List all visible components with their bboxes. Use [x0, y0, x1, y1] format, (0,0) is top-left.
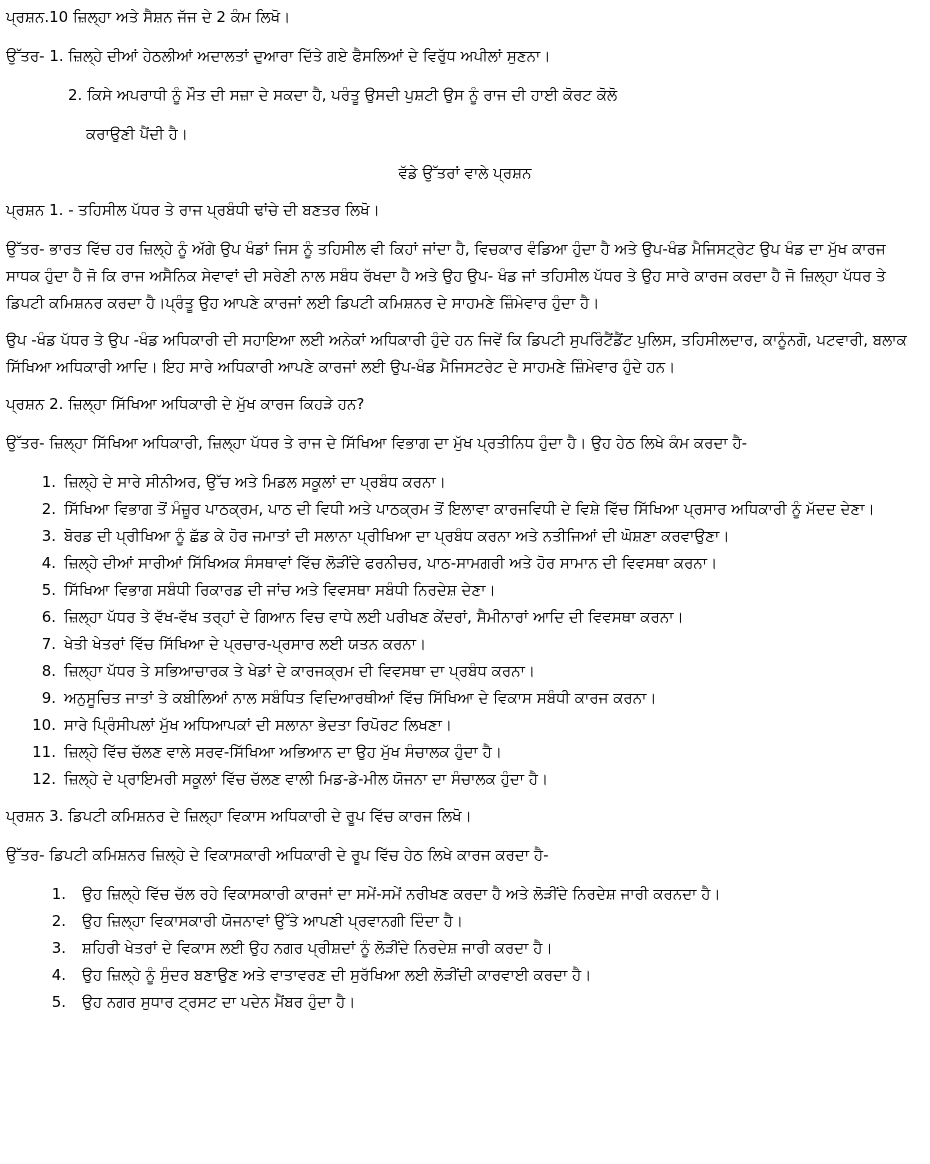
list-item-number: 3.: [41, 527, 56, 545]
list-item-number: 6.: [41, 608, 56, 626]
q1-answer-paragraph-2: ਉਪ -ਖੰਡ ਪੱਧਰ ਤੇ ਉਪ -ਖੰਡ ਅਧਿਕਾਰੀ ਦੀ ਸਹਾਇਆ ਲਈ ਅਨੇਕਾਂ ਅਧਿਕਾਰੀ ਹੁੰਦੇ ਹਨ ਜਿਵੇਂ ਕਿ ਡਿਪਟੀ ਸੁਪਰਿੰਟੈਂਡੈਂਟ ਪੁਲਿਸ, ਤਹਿਸੀਲਦਾਰ, ਕਾਨੂੰਨਗੋ, ਪਟਵਾਰੀ, ਬਲਾਕ ਸਿੱਖਿਆ ਅਧਿਕਾਰੀ ਆਦਿ। ਇਹ ਸਾਰੇ ਅਧਿਕਾਰੀ ਆਪਣੇ ਕਾਰਜਾਂ ਲਈ ਉਪ-ਖੰਡ ਮੈਜਿਸਟਰੇਟ ਦੇ ਸਾਹਮਣੇ ਜ਼ਿੰਮੇਵਾਰ ਹੁੰਦੇ ਹਨ।: [6, 331, 907, 376]
q3-question: ਪ੍ਰਸ਼ਨ 3. ਡਿਪਟੀ ਕਮਿਸ਼ਨਰ ਦੇ ਜ਼ਿਲ੍ਹਾ ਵਿਕਾਸ ਅਧਿਕਾਰੀ ਦੇ ਰੂਪ ਵਿੱਚ ਕਾਰਜ ਲਿਖੋ।: [6, 807, 472, 825]
list-item-text: ਉਹ ਨਗਰ ਸੁਧਾਰ ਟ੍ਰਸਟ ਦਾ ਪਦੇਨ ਮੈਂਬਰ ਹੁੰਦਾ ਹੈ।: [82, 993, 356, 1011]
list-item: [6, 523, 924, 550]
list-item-text: ਉਹ ਜ਼ਿਲ੍ਹੇ ਵਿੱਚ ਚੱਲ ਰਹੇ ਵਿਕਾਸਕਾਰੀ ਕਾਰਜਾਂ ਦਾ ਸਮੇਂ-ਸਮੇਂ ਨਰੀਖਣ ਕਰਦਾ ਹੈ ਅਤੇ ਲੋੜੀਂਦੇ ਨਿਰਦੇਸ਼ ਜਾਰੀ ਕਰਨਦਾ ਹੈ।: [82, 885, 721, 903]
list-item-text: ਉਹ ਜ਼ਿਲ੍ਹੇ ਨੂੰ ਸੁੰਦਰ ਬਣਾਉਣ ਅਤੇ ਵਾਤਾਵਰਣ ਦੀ ਸੁਰੱਖਿਆ ਲਈ ਲੋੜੀਂਦੀ ਕਾਰਵਾਈ ਕਰਦਾ ਹੈ।: [82, 966, 592, 984]
list-item-text: ਸਿੱਖਿਆ ਵਿਭਾਗ ਤੋਂ ਮੰਜ਼ੂਰ ਪਾਠਕ੍ਰਮ, ਪਾਠ ਦੀ ਵਿਧੀ ਅਤੇ ਪਾਠਕ੍ਰਮ ਤੋਂ ਇਲਾਵਾ ਕਾਰਜਵਿਧੀ ਦੇ ਵਿਸ਼ੇ ਵਿੱਚ ਸਿੱਖਿਆ ਪ੍ਰਸਾਰ ਅਧਿਕਾਰੀ ਨੂੰ ਮੱਦਦ ਦੇਣਾ।: [64, 500, 875, 518]
list-item: [6, 908, 924, 935]
q3-answer-intro: ਉੱਤਰ- ਡਿਪਟੀ ਕਮਿਸ਼ਨਰ ਜ਼ਿਲ੍ਹੇ ਦੇ ਵਿਕਾਸਕਾਰੀ ਅਧਿਕਾਰੀ ਦੇ ਰੂਪ ਵਿੱਚ ਹੇਠ ਲਿਖੇ ਕਾਰਜ ਕਰਦਾ ਹੈ-: [6, 846, 549, 864]
q2-question: ਪ੍ਰਸ਼ਨ 2. ਜ਼ਿਲ੍ਹਾ ਸਿੱਖਿਆ ਅਧਿਕਾਰੀ ਦੇ ਮੁੱਖ ਕਾਰਜ ਕਿਹੜੇ ਹਨ?: [6, 395, 365, 413]
list-item-text: ਜ਼ਿਲ੍ਹੇ ਦੇ ਪ੍ਰਾਇਮਰੀ ਸਕੂਲਾਂ ਵਿੱਚ ਚੱਲਣ ਵਾਲੀ ਮਿਡ-ਡੇ-ਮੀਲ ਯੋਜਨਾ ਦਾ ਸੰਚਾਲਕ ਹੁੰਦਾ ਹੈ।: [64, 770, 549, 788]
list-item-number: 9.: [41, 689, 56, 707]
q10-answer-2: 2. ਕਿਸੇ ਅਪਰਾਧੀ ਨੂੰ ਮੌਤ ਦੀ ਸਜ਼ਾ ਦੇ ਸਕਦਾ ਹੈ, ਪਰੰਤੂ ਉਸਦੀ ਪੁਸ਼ਟੀ ਉਸ ਨੂੰ ਰਾਜ ਦੀ ਹਾਈ ਕੋਰਟ ਕੋਲੋ: [68, 86, 618, 104]
list-item-text: ਜ਼ਿਲ੍ਹੇ ਵਿੱਚ ਚੱਲਣ ਵਾਲੇ ਸਰਵ-ਸਿੱਖਿਆ ਅਭਿਆਨ ਦਾ ਉਹ ਮੁੱਖ ਸੰਚਾਲਕ ਹੁੰਦਾ ਹੈ।: [64, 743, 502, 761]
section-heading: ਵੱਡੇ ਉੱਤਰਾਂ ਵਾਲੇ ਪ੍ਰਸ਼ਨ: [398, 164, 532, 182]
list-item-text: ਬੋਰਡ ਦੀ ਪ੍ਰੀਖਿਆ ਨੂੰ ਛੱਡ ਕੇ ਹੋਰ ਜਮਾਤਾਂ ਦੀ ਸਲਾਨਾ ਪ੍ਰੀਖਿਆ ਦਾ ਪ੍ਰਬੰਧ ਕਰਨਾ ਅਤੇ ਨਤੀਜਿਆਂ ਦੀ ਘੋਸ਼ਣਾ ਕਰਵਾਉਣਾ।: [64, 527, 730, 545]
list-item-text: ਜ਼ਿਲ੍ਹਾ ਪੱਧਰ ਤੇ ਸਭਿਆਚਾਰਕ ਤੇ ਖੇਡਾਂ ਦੇ ਕਾਰਜਕ੍ਰਮ ਦੀ ਵਿਵਸਥਾ ਦਾ ਪ੍ਰਬੰਧ ਕਰਨਾ।: [64, 662, 535, 680]
list-item-text: ਅਨੁਸੂਚਿਤ ਜਾਤਾਂ ਤੇ ਕਬੀਲਿਆਂ ਨਾਲ ਸਬੰਧਿਤ ਵਿਦਿਆਰਥੀਆਂ ਵਿੱਚ ਸਿੱਖਿਆ ਦੇ ਵਿਕਾਸ ਸਬੰਧੀ ਕਾਰਜ ਕਰਨਾ।: [64, 689, 657, 707]
list-item-number: 5.: [51, 993, 66, 1011]
q2-answer-list: [6, 469, 924, 793]
list-item: [6, 604, 924, 631]
list-item-number: 5.: [41, 581, 56, 599]
list-item-number: 3.: [51, 939, 66, 957]
list-item-number: 4.: [51, 966, 66, 984]
q3-answer-list: [6, 881, 924, 1016]
q10-question: ਪ੍ਰਸ਼ਨ.10 ਜ਼ਿਲ੍ਹਾ ਅਤੇ ਸੈਸ਼ਨ ਜੱਜ ਦੇ 2 ਕੰਮ ਲਿਖੋ।: [6, 8, 291, 26]
list-item-number: 4.: [41, 554, 56, 572]
list-item-number: 11.: [32, 743, 56, 761]
list-item-text: ਉਹ ਜ਼ਿਲ੍ਹਾ ਵਿਕਾਸਕਾਰੀ ਯੋਜਨਾਵਾਂ ਉੱਤੇ ਆਪਣੀ ਪ੍ਰਵਾਨਗੀ ਦਿੰਦਾ ਹੈ।: [82, 912, 464, 930]
list-item: [6, 685, 924, 712]
list-item: [6, 496, 924, 523]
list-item-number: 10.: [32, 716, 56, 734]
q10-answer-1: ਉੱਤਰ- 1. ਜ਼ਿਲ੍ਹੇ ਦੀਆਂ ਹੇਠਲੀਆਂ ਅਦਾਲਤਾਂ ਦੁਆਰਾ ਦਿੱਤੇ ਗਏ ਫੈਸਲਿਆਂ ਦੇ ਵਿਰੁੱਧ ਅਪੀਲਾਂ ਸੁਣਨਾ।: [6, 47, 551, 65]
list-item: [6, 766, 924, 793]
list-item-text: ਸਾਰੇ ਪ੍ਰਿੰਸੀਪਲਾਂ ਮੁੱਖ ਅਧਿਆਪਕਾਂ ਦੀ ਸਲਾਨਾ ਭੇਦਤਾ ਰਿਪੋਰਟ ਲਿਖਣਾ।: [64, 716, 453, 734]
list-item-text: ਜ਼ਿਲ੍ਹੇ ਦੇ ਸਾਰੇ ਸੀਨੀਅਰ, ਉੱਚ ਅਤੇ ਮਿਡਲ ਸਕੂਲਾਂ ਦਾ ਪ੍ਰਬੰਧ ਕਰਨਾ।: [64, 473, 446, 491]
q10-answer-2-cont: ਕਰਾਉਣੀ ਪੈਂਦੀ ਹੈ।: [86, 125, 188, 143]
list-item-text: ਸਿੱਖਿਆ ਵਿਭਾਗ ਸਬੰਧੀ ਰਿਕਾਰਡ ਦੀ ਜਾਂਚ ਅਤੇ ਵਿਵਸਥਾ ਸਬੰਧੀ ਨਿਰਦੇਸ਼ ਦੇਣਾ।: [64, 581, 496, 599]
list-item: [6, 989, 924, 1016]
list-item: [6, 935, 924, 962]
list-item: [6, 881, 924, 908]
list-item-number: 2.: [41, 500, 56, 518]
list-item: [6, 631, 924, 658]
list-item: [6, 712, 924, 739]
q1-answer-paragraph-1: ਉੱਤਰ- ਭਾਰਤ ਵਿੱਚ ਹਰ ਜ਼ਿਲ੍ਹੇ ਨੂੰ ਅੱਗੇ ਉਪ ਖੰਡਾਂ ਜਿਸ ਨੂੰ ਤਹਿਸੀਲ ਵੀ ਕਿਹਾਂ ਜਾਂਦਾ ਹੈ, ਵਿਚਕਾਰ ਵੰਡਿਆ ਹੁੰਦਾ ਹੈ ਅਤੇ ਉਪ-ਖੰਡ ਮੈਜਿਸਟ੍ਰੇਟ ਉਪ ਖੰਡ ਦਾ ਮੁੱਖ ਕਾਰਜ ਸਾਧਕ ਹੁੰਦਾ ਹੈ ਜੋ ਕਿ ਰਾਜ ਅਸੈਨਿਕ ਸੇਵਾਵਾਂ ਦੀ ਸਰੇਣੀ ਨਾਲ ਸਬੰਧ ਰੱਖਦਾ ਹੈ ਅਤੇ ਉਹ ਉਪ- ਖੰਡ ਜਾਂ ਤਹਿਸੀਲ ਪੱਧਰ ਤੇ ਉਹ ਸਾਰੇ ਕਾਰਜ ਕਰਦਾ ਹੈ ਜੋ ਜ਼ਿਲ੍ਹਾ ਪੱਧਰ ਤੇ ਡਿਪਟੀ ਕਮਿਸ਼ਨਰ ਕਰਦਾ ਹੈ।ਪ੍ਰੰਤੂ ਉਹ ਆਪਣੇ ਕਾਰਜਾਂ ਲਈ ਡਿਪਟੀ ਕਮਿਸ਼ਨਰ ਦੇ ਸਾਹਮਣੇ ਜ਼ਿੰਮੇਵਾਰ ਹੁੰਦਾ ਹੈ।: [6, 240, 886, 312]
list-item: [6, 962, 924, 989]
list-item-number: 8.: [41, 662, 56, 680]
list-item-text: ਖੇਤੀ ਖੇਤਰਾਂ ਵਿੱਚ ਸਿੱਖਿਆ ਦੇ ਪ੍ਰਚਾਰ-ਪ੍ਰਸਾਰ ਲਈ ਯਤਨ ਕਰਨਾ।: [64, 635, 427, 653]
list-item: [6, 577, 924, 604]
q1-question: ਪ੍ਰਸ਼ਨ 1. - ਤਹਿਸੀਲ ਪੱਧਰ ਤੇ ਰਾਜ ਪ੍ਰਬੰਧੀ ਢਾਂਚੇ ਦੀ ਬਣਤਰ ਲਿਖੋ।: [6, 201, 380, 219]
list-item: [6, 550, 924, 577]
list-item-number: 1.: [41, 473, 56, 491]
list-item-number: 12.: [32, 770, 56, 788]
list-item-number: 7.: [41, 635, 56, 653]
list-item-number: 1.: [51, 885, 66, 903]
list-item: [6, 469, 924, 496]
q2-answer-intro: ਉੱਤਰ- ਜ਼ਿਲ੍ਹਾ ਸਿੱਖਿਆ ਅਧਿਕਾਰੀ, ਜ਼ਿਲ੍ਹਾ ਪੱਧਰ ਤੇ ਰਾਜ ਦੇ ਸਿੱਖਿਆ ਵਿਭਾਗ ਦਾ ਮੁੱਖ ਪ੍ਰਤੀਨਿਧ ਹੁੰਦਾ ਹੈ। ਉਹ ਹੇਠ ਲਿਖੇ ਕੰਮ ਕਰਦਾ ਹੈ-: [6, 434, 748, 452]
list-item: [6, 658, 924, 685]
list-item-number: 2.: [51, 912, 66, 930]
list-item: [6, 739, 924, 766]
list-item-text: ਜ਼ਿਲ੍ਹਾ ਪੱਧਰ ਤੇ ਵੱਖ-ਵੱਖ ਤਰ੍ਹਾਂ ਦੇ ਗਿਆਨ ਵਿਚ ਵਾਧੇ ਲਈ ਪਰੀਖਣ ਕੇਂਦਰਾਂ, ਸੈਮੀਨਾਰਾਂ ਆਦਿ ਦੀ ਵਿਵਸਥਾ ਕਰਨਾ।: [64, 608, 684, 626]
list-item-text: ਜ਼ਿਲ੍ਹੇ ਦੀਆਂ ਸਾਰੀਆਂ ਸਿੱਖਿਅਕ ਸੰਸਥਾਵਾਂ ਵਿੱਚ ਲੋੜੀਂਦੇ ਫਰਨੀਚਰ, ਪਾਠ-ਸਾਮਗਰੀ ਅਤੇ ਹੋਰ ਸਾਮਾਨ ਦੀ ਵਿਵਸਥਾ ਕਰਨਾ।: [64, 554, 718, 572]
list-item-text: ਸ਼ਹਿਰੀ ਖੇਤਰਾਂ ਦੇ ਵਿਕਾਸ ਲਈ ਉਹ ਨਗਰ ਪ੍ਰੀਸ਼ਦਾਂ ਨੂੰ ਲੋੜੀਂਦੇ ਨਿਰਦੇਸ਼ ਜਾਰੀ ਕਰਦਾ ਹੈ।: [82, 939, 553, 957]
